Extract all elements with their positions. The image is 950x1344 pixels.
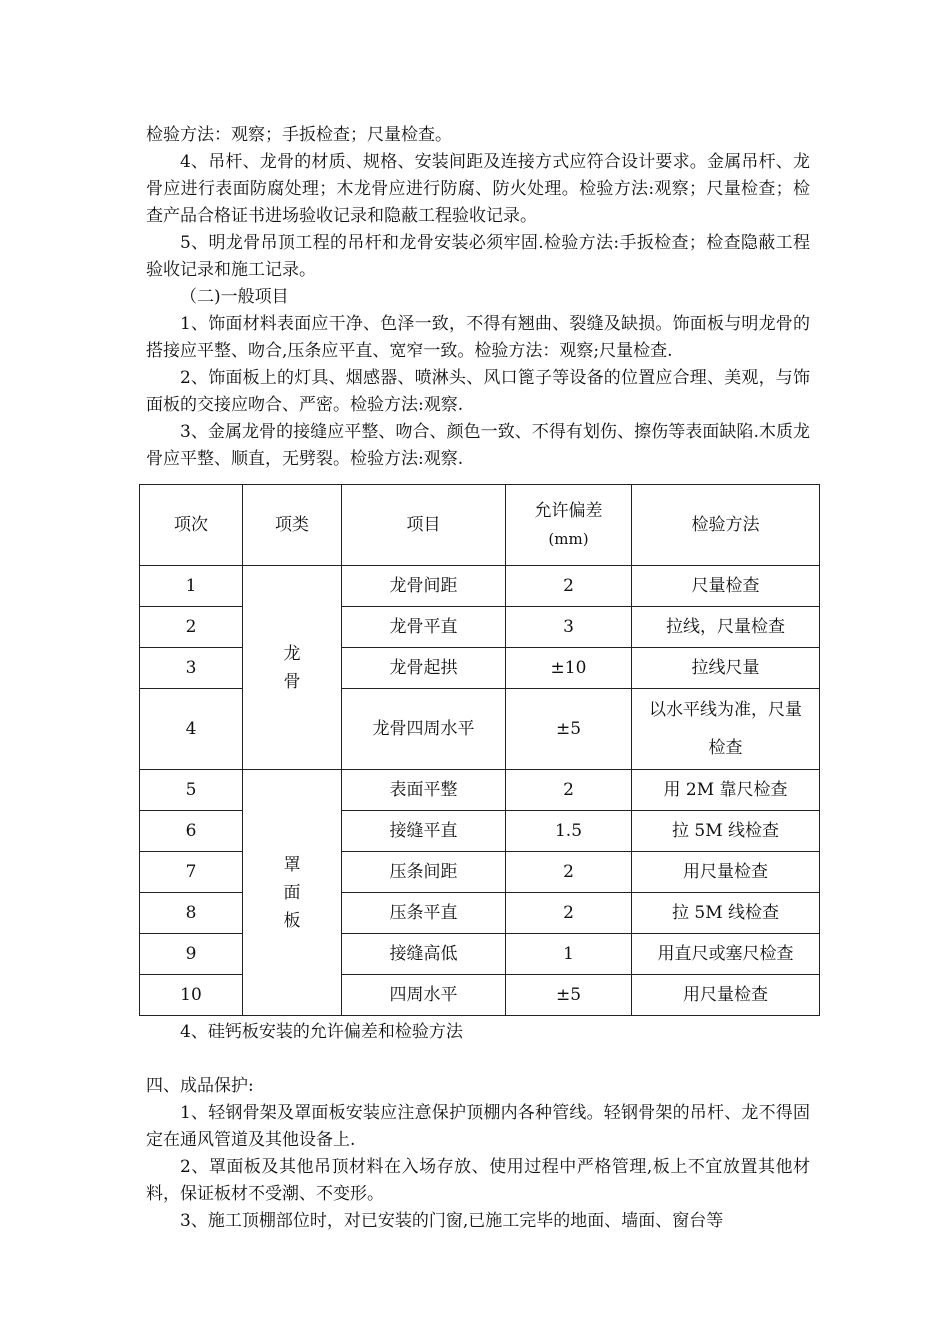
- row-item: 龙骨四周水平: [342, 689, 506, 770]
- table-row: [140, 689, 820, 770]
- row-method: 以水平线为准，尺量检查: [632, 689, 820, 770]
- table-row: [140, 566, 820, 607]
- row-tolerance: ±5: [506, 689, 632, 770]
- row-index: 9: [140, 934, 243, 975]
- paragraph: 2、罩面板及其他吊顶材料在入场存放、使用过程中严格管理,板上不宜放置其他材料，保证板材不受潮、不变形。: [146, 1157, 810, 1204]
- paragraph: 3、施工顶棚部位时，对已安装的门窗,已施工完毕的地面、墙面、窗台等: [180, 1211, 724, 1231]
- group-label-panel: [243, 770, 342, 1016]
- section-heading: 四、成品保护:: [146, 1076, 254, 1096]
- table-row: [140, 607, 820, 648]
- row-item: 龙骨平直: [342, 607, 506, 648]
- row-index: 3: [140, 648, 243, 689]
- row-item: 表面平整: [342, 770, 506, 811]
- row-index: 1: [140, 566, 243, 607]
- table-row: [140, 934, 820, 975]
- table-row: [140, 811, 820, 852]
- row-method: 拉线尺量: [632, 648, 820, 689]
- paragraph: 2、饰面板上的灯具、烟感器、喷淋头、风口篦子等设备的位置应合理、美观，与饰面板的交接应吻合、严密。检验方法:观察.: [146, 368, 810, 415]
- group-label-keel: [243, 566, 342, 770]
- row-tolerance: 3: [506, 607, 632, 648]
- row-tolerance: 2: [506, 893, 632, 934]
- group-label-text: 罩 面 板: [283, 854, 301, 931]
- row-method: 用尺量检查: [632, 975, 820, 1016]
- row-tolerance: 1.5: [506, 811, 632, 852]
- row-tolerance: ±10: [506, 648, 632, 689]
- row-tolerance: 2: [506, 770, 632, 811]
- group-label-text: 龙 骨: [283, 643, 301, 692]
- header-tolerance-line1: 允许偏差: [534, 501, 603, 521]
- blank-line: [146, 1046, 810, 1073]
- row-tolerance: 2: [506, 852, 632, 893]
- subheading: （二)一般项目: [180, 287, 289, 307]
- row-method: 用 2M 靠尺检查: [632, 770, 820, 811]
- row-index: 8: [140, 893, 243, 934]
- row-item: 龙骨起拱: [342, 648, 506, 689]
- row-method: 拉线，尺量检查: [632, 607, 820, 648]
- table-row: [140, 975, 820, 1016]
- table-row: [140, 893, 820, 934]
- tolerance-table: [139, 484, 820, 1016]
- table-row: [140, 770, 820, 811]
- row-item: 龙骨间距: [342, 566, 506, 607]
- header-tolerance: [506, 485, 632, 566]
- row-index: 10: [140, 975, 243, 1016]
- paragraph: 4、吊杆、龙骨的材质、规格、安装间距及连接方式应符合设计要求。金属吊杆、龙骨应进行表面防腐处理；木龙骨应进行防腐、防火处理。检验方法:观察；尺量检查；检查产品合格证书进场验收记录和隐蔽工程验收记录。: [146, 152, 810, 226]
- row-method: 拉 5M 线检查: [632, 811, 820, 852]
- row-index: 6: [140, 811, 243, 852]
- table-row: [140, 648, 820, 689]
- row-method: 用尺量检查: [632, 852, 820, 893]
- table-header-row: [140, 485, 820, 566]
- header-item: 项目: [342, 485, 506, 566]
- row-index: 4: [140, 689, 243, 770]
- row-tolerance: 2: [506, 566, 632, 607]
- row-item: 接缝平直: [342, 811, 506, 852]
- paragraph: 1、饰面材料表面应干净、色泽一致，不得有翘曲、裂缝及缺损。饰面板与明龙骨的搭接应平整、吻合,压条应平直、宽窄一致。检验方法：观察;尺量检查.: [146, 314, 810, 361]
- table-caption: 4、硅钙板安装的允许偏差和检验方法: [180, 1022, 463, 1042]
- paragraph: 1、轻钢骨架及罩面板安装应注意保护顶棚内各种管线。轻钢骨架的吊杆、龙不得固定在通风管道及其他设备上.: [146, 1103, 810, 1150]
- header-index: 项次: [140, 485, 243, 566]
- paragraph: 5、明龙骨吊顶工程的吊杆和龙骨安装必须牢固.检验方法:手扳检查；检查隐蔽工程验收记录和施工记录。: [146, 233, 810, 280]
- header-tolerance-line2: (mm): [548, 530, 589, 548]
- header-method: 检验方法: [632, 485, 820, 566]
- row-item: 接缝高低: [342, 934, 506, 975]
- table-row: [140, 852, 820, 893]
- row-tolerance: ±5: [506, 975, 632, 1016]
- paragraph: 检验方法：观察；手扳检查；尺量检查。: [146, 125, 452, 145]
- row-item: 压条间距: [342, 852, 506, 893]
- row-tolerance: 1: [506, 934, 632, 975]
- row-method: 用直尺或塞尺检查: [632, 934, 820, 975]
- row-method: 尺量检查: [632, 566, 820, 607]
- row-item: 压条平直: [342, 893, 506, 934]
- row-index: 7: [140, 852, 243, 893]
- row-item: 四周水平: [342, 975, 506, 1016]
- bottom-text: [146, 1019, 810, 1235]
- header-category: 项类: [243, 485, 342, 566]
- paragraph: 3、金属龙骨的接缝应平整、吻合、颜色一致、不得有划伤、擦伤等表面缺陷.木质龙骨应平整、顺直，无劈裂。检验方法:观察.: [146, 422, 810, 469]
- row-index: 2: [140, 607, 243, 648]
- row-index: 5: [140, 770, 243, 811]
- top-text: [146, 122, 810, 473]
- row-method: 拉 5M 线检查: [632, 893, 820, 934]
